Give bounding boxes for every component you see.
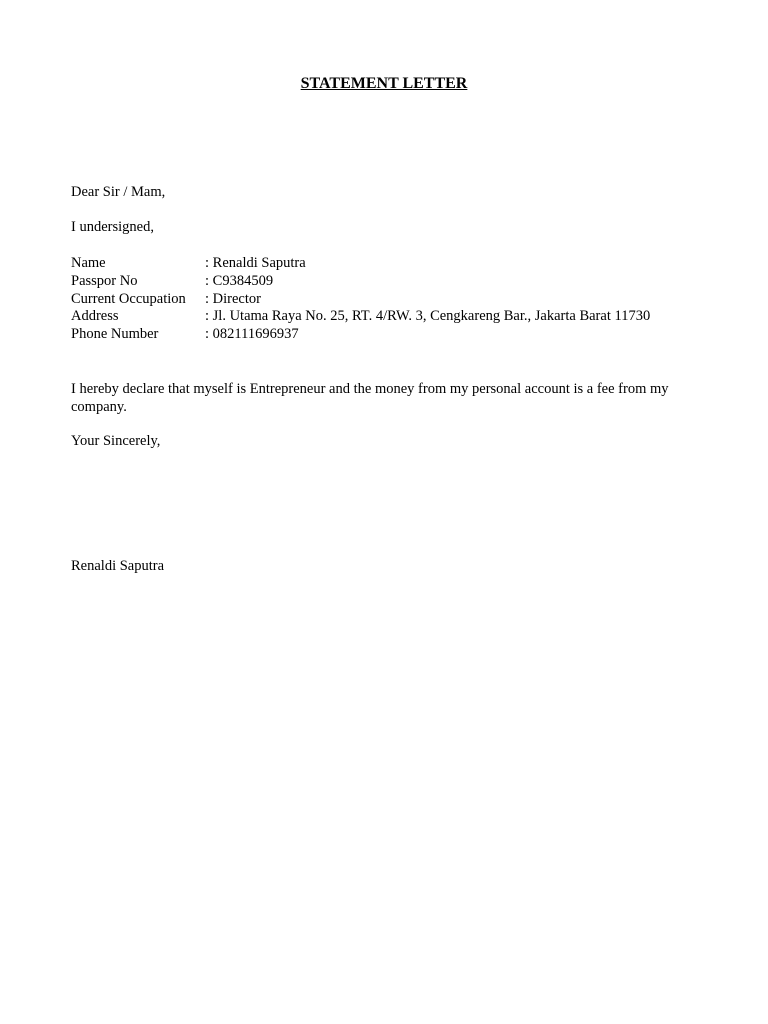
detail-row-name	[71, 254, 650, 272]
details-block	[71, 254, 650, 343]
detail-value: : Director	[205, 290, 261, 307]
salutation: Dear Sir / Mam,	[71, 184, 166, 200]
detail-label: Passpor No	[71, 272, 138, 289]
detail-label: Current Occupation	[71, 290, 186, 307]
detail-value: : Jl. Utama Raya No. 25, RT. 4/RW. 3, Cengkareng Bar., Jakarta Barat 11730	[205, 308, 651, 325]
intro-text: I undersigned,	[71, 219, 154, 235]
letter-title: STATEMENT LETTER	[300, 75, 468, 92]
detail-label: Name	[71, 255, 106, 271]
detail-row-address	[71, 307, 650, 325]
detail-row-passport	[71, 272, 650, 290]
detail-label: Address	[71, 308, 119, 325]
detail-value: : Renaldi Saputra	[205, 255, 306, 271]
closing-text: Your Sincerely,	[71, 433, 161, 449]
detail-value: : 082111696937	[205, 326, 299, 343]
detail-row-occupation	[71, 290, 650, 308]
detail-value: : C9384509	[205, 272, 274, 289]
declaration-paragraph: I hereby declare that myself is Entrepreneur and the money from my personal account is a fee from my company.	[71, 381, 669, 415]
detail-label: Phone Number	[71, 326, 159, 343]
detail-row-phone	[71, 325, 650, 343]
signature-name: Renaldi Saputra	[71, 558, 165, 574]
